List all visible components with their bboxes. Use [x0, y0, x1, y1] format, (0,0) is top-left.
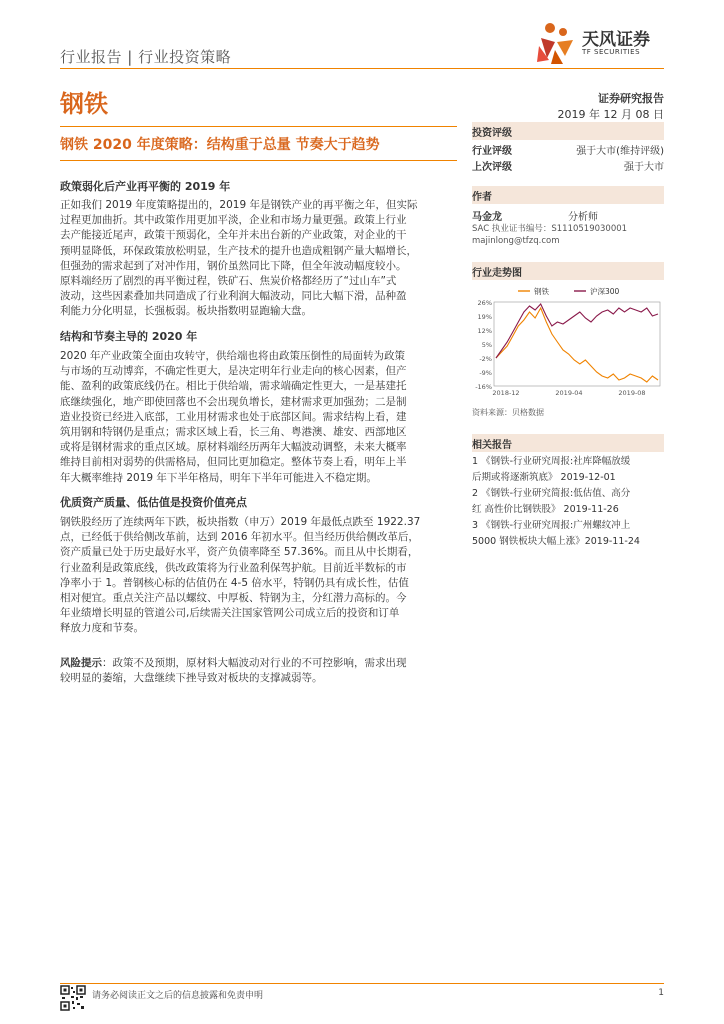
x-tick-label: 2019-08 — [618, 389, 646, 397]
author-row — [472, 208, 664, 222]
title-rule-bottom — [60, 160, 457, 161]
body-line: 过程更加曲折。其中政策作用更加平淡，企业和市场力量更强。政策上行业 — [60, 214, 407, 227]
y-tick-label: -16% — [475, 383, 492, 391]
chart-title: 行业走势图 — [472, 268, 522, 279]
prev-rating-value: 强于大市 — [624, 162, 664, 173]
body-line: 但强劲的需求起到了对冲作用，钢价虽然同比下降，但全年波动幅度较小。 — [60, 259, 407, 272]
y-tick-label: 5% — [481, 341, 492, 349]
related-report-link[interactable]: 3 《钢铁-行业研究周报:广州螺纹冲上 — [472, 520, 631, 531]
prev-rating-label: 上次评级 — [472, 162, 512, 173]
title-rule-top — [60, 126, 457, 127]
industry-rating-label: 行业评级 — [472, 146, 512, 157]
logo-name-en: TF SECURITIES — [582, 48, 641, 56]
author-heading: 作者 — [472, 192, 492, 203]
report-title: 钢铁 2020 年度策略：结构重于总量 节奏大于趋势 — [60, 137, 380, 153]
related-report-link[interactable]: 后期或将逐渐筑底》 2019-12-01 — [472, 472, 616, 483]
body-line: 筑用钢和特钢仍是重点；需求区域上看，长三角、粤港澳、雄安、西部地区 — [60, 426, 407, 439]
legend-label: 沪深300 — [590, 287, 620, 296]
industry-rating-row — [472, 142, 664, 156]
company-logo — [533, 20, 579, 66]
body-line: 原料端经历了剧烈的再平衡过程，铁矿石、焦炭价格都经历了“过山车”式 — [60, 275, 397, 288]
body-line: 维持目前相对弱势的供需格局，但同比更加稳定。整体节奏上看，明年上半 — [60, 456, 407, 469]
body-line: 年大概率维持 2019 年下半年格局，明年下半年可能进入不稳定期。 — [60, 471, 377, 484]
prev-rating-row — [472, 158, 664, 172]
x-tick-label: 2019-04 — [555, 389, 583, 397]
risk-line — [60, 656, 457, 671]
body-line: 释放力度和节奏。 — [60, 622, 144, 635]
body-line: 点，已经低于供给侧改革前，达到 2016 年初水平。但当经历供给侧改革后， — [60, 531, 419, 544]
body-line: 与市场的互动博弈，不确定性更大，是决定明年行业走向的核心因素，但产 — [60, 365, 407, 378]
logo-name-cn: 天风证券 — [582, 30, 650, 50]
section-body — [60, 349, 457, 486]
legend-label: 钢铁 — [534, 287, 549, 296]
risk-warning — [60, 656, 457, 686]
body-line: 钢铁股经历了连续两年下跌，板块指数（申万）2019 年最低点跌至 1922.37 — [60, 516, 421, 528]
body-line: 底继续强化，地产即使回落也不会出现负增长，建材需求更加强劲；二是制 — [60, 395, 407, 408]
body-line: 利能力分化明显，长强板弱。板块指数明显跑输大盘。 — [60, 305, 312, 318]
section-heading: 优质资产质量、低估值是投资价值亮点 — [60, 496, 247, 509]
qr-code-icon — [60, 985, 86, 1011]
rating-heading: 投资评级 — [472, 128, 512, 139]
industry-title: 钢铁 — [60, 90, 108, 118]
body-line: 资产质量已处于历史最好水平，资产负债率降至 57.36%。而且从中长期看， — [60, 546, 419, 559]
risk-label: 风险提示 — [60, 657, 102, 669]
author-email[interactable]: majinlong@tfzq.com — [472, 236, 560, 246]
y-tick-label: 12% — [477, 327, 492, 335]
body-line: 行业盈利是政策底线，供改政策将为行业盈利保驾护航。目前近半数标的市 — [60, 561, 407, 574]
risk-line: 较明显的萎缩，大盘继续下挫导致对板块的支撑减弱等。 — [60, 672, 323, 685]
body-line: 2020 年产业政策全面由攻转守，供给端也将由政策压倒性的局面转为政策 — [60, 350, 406, 362]
body-line: 正如我们 2019 年度策略提出的，2019 年是钢铁产业的再平衡之年，但实际 — [60, 199, 418, 211]
y-tick-label: 19% — [477, 313, 492, 321]
series-line — [496, 304, 658, 358]
section-heading: 政策弱化后产业再平衡的 2019 年 — [60, 180, 231, 193]
section-body — [60, 198, 457, 320]
body-line: 年业绩增长明显的管道公司,后续需关注国家管网公司成立后的投资和订单 — [60, 607, 400, 620]
chart-source: 资料来源：贝格数据 — [472, 408, 544, 417]
risk-text: ：政策不及预期，原材料大幅波动对行业的不可控影响，需求出现 — [102, 657, 407, 669]
body-line: 相对便宜。重点关注产品以螺纹、中厚板、特钢为主，分红潜力高标的。今 — [60, 592, 407, 605]
y-tick-label: -2% — [479, 355, 492, 363]
trend-chart — [472, 282, 664, 402]
y-tick-label: -9% — [479, 369, 492, 377]
body-line: 造业投资已经进入底部，工业用材需求也处于底部区间。需求结构上看，建 — [60, 410, 407, 423]
x-tick-label: 2018-12 — [492, 389, 520, 397]
body-line: 去产能接近尾声，政策干预弱化，全年并未出台新的产业政策，对企业的干 — [60, 229, 407, 242]
page-number: 1 — [658, 988, 664, 998]
report-type: 证券研究报告 — [598, 92, 664, 105]
author-role: 分析师 — [568, 212, 598, 223]
section-heading: 结构和节奏主导的 2020 年 — [60, 330, 198, 343]
footer-disclaimer[interactable]: 请务必阅读正文之后的信息披露和免责申明 — [92, 991, 264, 1001]
report-date: 2019 年 12 月 08 日 — [557, 108, 664, 121]
related-reports-list — [472, 454, 664, 550]
related-report-link[interactable]: 2 《钢铁-行业研究简报:低估值、高分 — [472, 488, 631, 499]
related-report-link[interactable]: 5000 钢铁板块大幅上涨》2019-11-24 — [472, 536, 640, 547]
footer-divider — [60, 983, 664, 984]
body-line: 或将是钢材需求的重点区域。原材料端经历两年大幅波动调整，未来大概率 — [60, 441, 407, 454]
body-line: 预明显降低，环保政策放松明显，生产技术的提升也造成粗钢产量大幅增长， — [60, 244, 417, 257]
body-line: 能、盈利的政策底线仍在。相比于供给端，需求端确定性更大，一是基建托 — [60, 380, 407, 393]
related-heading: 相关报告 — [472, 440, 512, 451]
author-name: 马金龙 — [472, 212, 502, 223]
related-report-link[interactable]: 红 高性价比钢铁股》 2019-11-26 — [472, 504, 619, 515]
breadcrumb: 行业报告 | 行业投资策略 — [60, 48, 232, 66]
author-sac: SAC 执业证书编号：S1110519030001 — [472, 224, 628, 234]
header-divider — [60, 68, 664, 69]
y-tick-label: 26% — [477, 299, 492, 307]
body-line: 波动，这些因素叠加共同造成了行业利润大幅波动，同比大幅下滑，品种盈 — [60, 290, 407, 303]
related-report-link[interactable]: 1 《钢铁-行业研究周报:社库降幅放缓 — [472, 456, 631, 467]
section-body — [60, 515, 457, 637]
body-line: 净率小于 1。普钢核心标的估值仍在 4-5 倍水平，特钢仍具有成长性，估值 — [60, 576, 409, 589]
industry-rating-value: 强于大市(维持评级) — [576, 146, 664, 157]
